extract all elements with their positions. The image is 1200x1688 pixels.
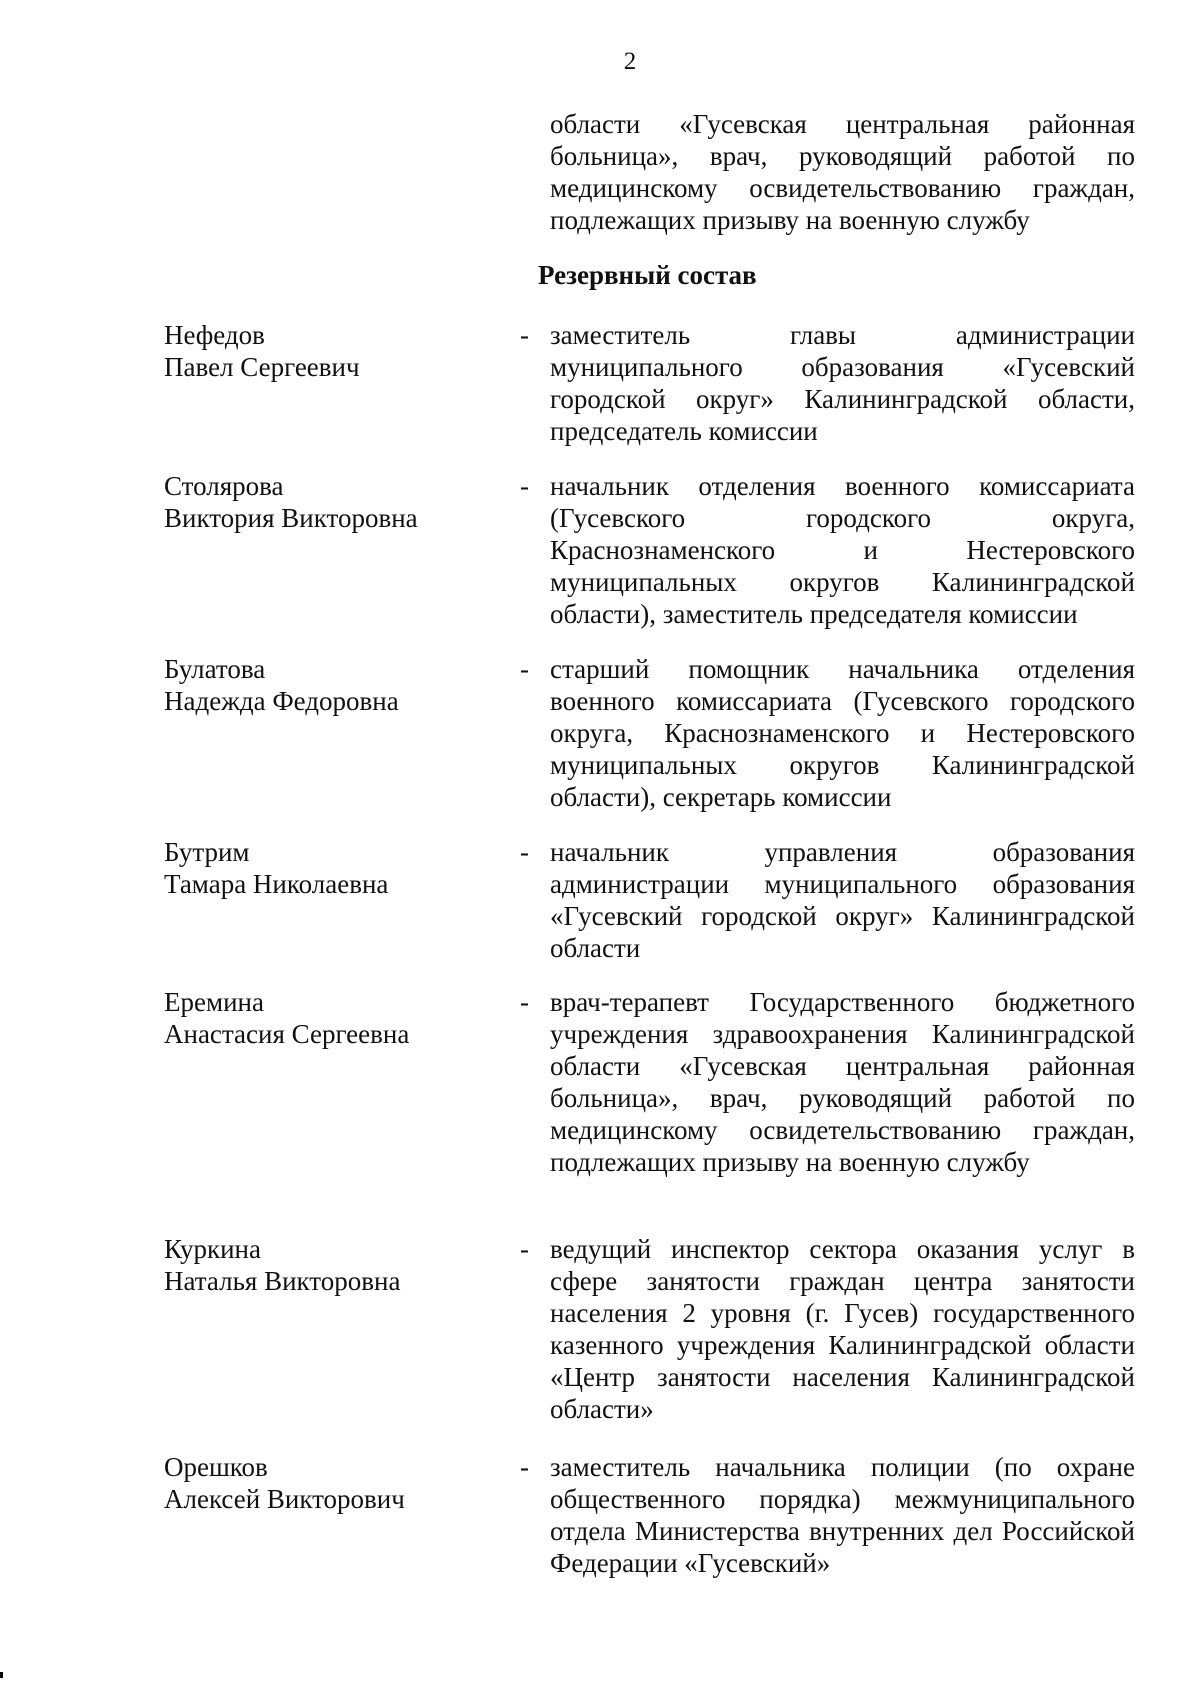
dash-separator: - xyxy=(520,1234,529,1264)
member-position: начальник управления образования администрации муниципального образования «Гусевский городской округ» Калининградской области xyxy=(550,837,1135,963)
member-position: заместитель начальника полиции (по охране общественного порядка) межмуниципального отдела Министерства внутренних дел Российской Федерации «Гусевский» xyxy=(550,1452,1135,1578)
member-position: врач-терапевт Государственного бюджетного учреждения здравоохранения Калининградской области «Гусевская центральная районная больница», врач, руководящий работой по медицинскому освидетельствованию граждан, подлежащих призыву на военную службу xyxy=(550,987,1135,1177)
dash-separator: - xyxy=(520,471,529,501)
member-given-names: Надежда Федоровна xyxy=(164,686,399,716)
member-name xyxy=(164,986,494,1050)
dash-separator: - xyxy=(520,837,529,867)
member-position: заместитель главы администрации муниципального образования «Гусевский городской округ» Калининградской области, председатель комиссии xyxy=(550,320,1135,446)
member-name xyxy=(164,470,494,534)
dash-separator: - xyxy=(520,1452,529,1482)
member-given-names: Виктория Викторовна xyxy=(164,503,418,533)
member-surname: Бутрим xyxy=(164,837,250,867)
member-given-names: Алексей Викторович xyxy=(164,1484,405,1514)
member-name xyxy=(164,653,494,717)
member-name xyxy=(164,1233,494,1297)
member-position: старший помощник начальника отделения военного комиссариата (Гусевского городского округа, Краснознаменского и Нестеровского муниципальных округов Калининградской области), секретарь комиссии xyxy=(550,654,1135,812)
page-number: 2 xyxy=(623,48,637,75)
member-position: ведущий инспектор сектора оказания услуг в сфере занятости граждан центра занятости населения 2 уровня (г. Гусев) государственного казенного учреждения Калининградской области «Центр занятости населения Калининградской области» xyxy=(550,1234,1135,1424)
member-position: начальник отделения военного комиссариата (Гусевского городского округа, Краснознаменского и Нестеровского муниципальных округов Калининградской области), заместитель председателя комиссии xyxy=(550,471,1135,629)
dash-separator: - xyxy=(520,654,529,684)
member-name xyxy=(164,319,494,383)
member-given-names: Павел Сергеевич xyxy=(164,352,360,382)
member-given-names: Тамара Николаевна xyxy=(164,869,389,899)
scan-artifact-mark xyxy=(0,1672,3,1678)
member-given-names: Анастасия Сергеевна xyxy=(164,1019,410,1049)
member-surname: Булатова xyxy=(164,654,266,684)
member-surname: Столярова xyxy=(164,471,284,501)
dash-separator: - xyxy=(520,987,529,1017)
member-surname: Орешков xyxy=(164,1452,268,1482)
section-title: Резервный состав xyxy=(538,260,757,290)
member-given-names: Наталья Викторовна xyxy=(164,1266,401,1296)
member-surname: Куркина xyxy=(164,1234,261,1264)
member-surname: Еремина xyxy=(164,987,264,1017)
member-name xyxy=(164,1451,494,1515)
dash-separator: - xyxy=(520,320,529,350)
continuation-paragraph: области «Гусевская центральная районная больница», врач, руководящий работой по медицинскому освидетельствованию граждан, подлежащих призыву на военную службу xyxy=(550,109,1135,235)
member-surname: Нефедов xyxy=(164,320,265,350)
member-name xyxy=(164,836,494,900)
